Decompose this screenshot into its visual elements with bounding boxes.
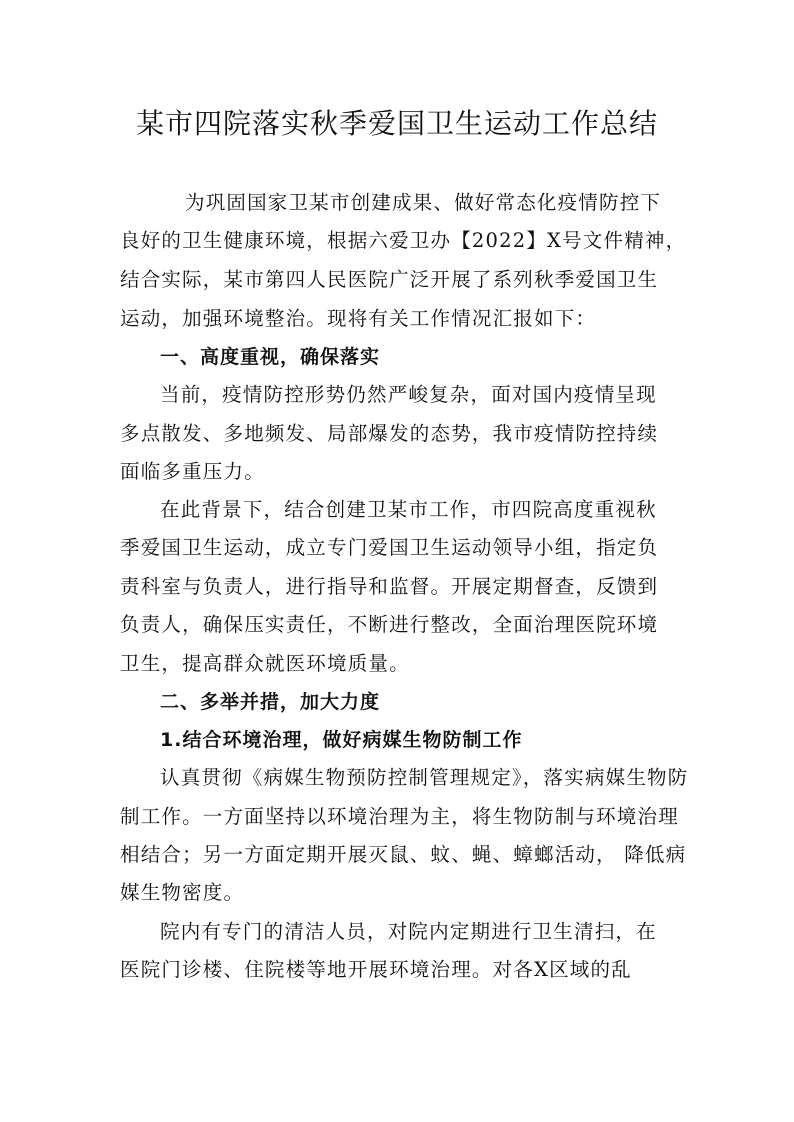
paragraph-line: 院内有专门的清洁人员，对院内定期进行卫生清扫，在 [160,920,657,943]
paragraph-line: 责科室与负责人，进行指导和监督。开展定期督查，反馈到 [120,575,659,598]
paragraph-line: 媒生物密度。 [120,881,245,904]
section-heading-2: 二、多举并措，加大力度 [160,691,381,713]
paragraph-line: 面临多重压力。 [120,460,265,483]
subsection-heading-1: 1.结合环境治理，做好病媒生物防制工作 [160,729,523,751]
section-heading-1: 一、高度重视，确保落实 [160,346,381,368]
paragraph-line: 负责人，确保压实责任，不断进行整改，全面治理医院环境 [120,613,659,636]
paragraph-line: 卫生，提高群众就医环境质量。 [120,652,410,675]
paragraph-line: 季爱国卫生运动，成立专门爱国卫生运动领导小组，指定负 [120,536,659,559]
paragraph-line: 良好的卫生健康环境，根据六爱卫办【2022】X号文件精神， [120,229,687,252]
paragraph-line: 认真贯彻《病媒生物预防控制管理规定》，落实病媒生物防 [160,766,689,789]
paragraph-line: 相结合；另一方面定期开展灭鼠、蚊、蝇、蟑螂活动， 降低病 [120,843,687,866]
document-title: 某市四院落实秋季爱国卫生运动工作总结 [135,107,658,140]
paragraph-line: 多点散发、多地频发、局部爆发的态势，我市疫情防控持续 [120,422,659,445]
paragraph-line: 当前，疫情防控形势仍然严峻复杂，面对国内疫情呈现 [160,383,657,406]
paragraph-line: 结合实际，某市第四人民医院广泛开展了系列秋季爱国卫生 [120,268,659,291]
paragraph-line: 制工作。一方面坚持以环境治理为主，将生物防制与环境治理 [120,805,679,828]
paragraph-line: 医院门诊楼、住院楼等地开展环境治理。对各X区域的乱 [120,958,632,981]
paragraph-line: 为巩固国家卫某市创建成果、做好常态化疫情防控下 [185,191,662,214]
paragraph-line: 在此背景下，结合创建卫某市工作，市四院高度重视秋 [160,498,657,521]
paragraph-line: 运动，加强环境整治。现将有关工作情况汇报如下： [120,307,597,330]
